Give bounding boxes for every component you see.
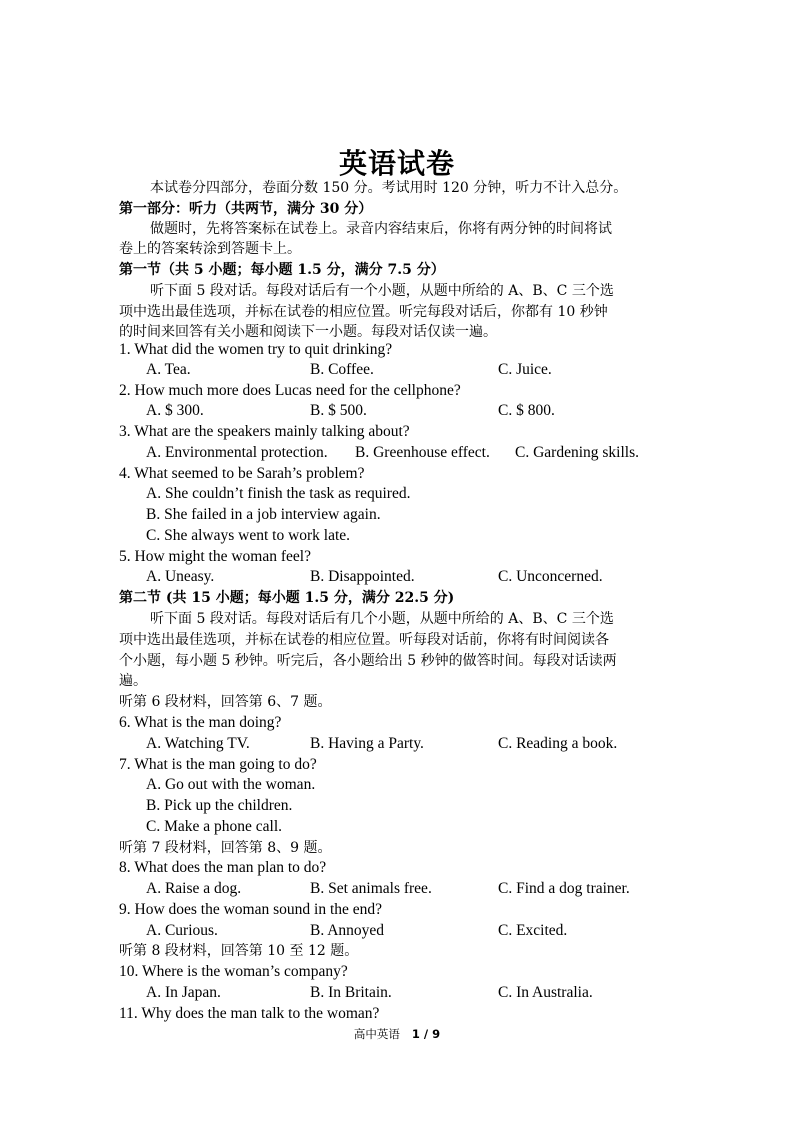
question-6-options bbox=[0, 734, 794, 754]
section2-instructions-line4: 遍。 bbox=[119, 673, 147, 689]
question-2-options bbox=[0, 401, 794, 421]
question-3-options bbox=[0, 443, 794, 463]
question-4: 4. What seemed to be Sarah’s problem? bbox=[119, 465, 365, 482]
option-b: B. Annoyed bbox=[310, 922, 385, 939]
section2-instructions-line2: 项中选出最佳选项，并标在试卷的相应位置。听每段对话前，你将有时间阅读各 bbox=[119, 632, 609, 648]
option-c: C. Reading a book. bbox=[498, 735, 618, 752]
option-c: C. Find a dog trainer. bbox=[498, 880, 630, 897]
option-b: B. She failed in a job interview again. bbox=[146, 506, 381, 523]
question-9: 9. How does the woman sound in the end? bbox=[119, 901, 383, 918]
option-a: A. In Japan. bbox=[146, 984, 221, 1001]
section1-instructions-line3: 的时间来回答有关小题和阅读下一小题。每段对话仅读一遍。 bbox=[119, 324, 497, 340]
question-5-options bbox=[0, 567, 794, 587]
part1-instructions-line1: 做题时，先将答案标在试卷上。录音内容结束后，你将有两分钟的时间将试 bbox=[150, 221, 612, 237]
question-5: 5. How might the woman feel? bbox=[119, 548, 311, 565]
page-footer bbox=[0, 1026, 794, 1042]
page-title: 英语试卷 bbox=[338, 147, 455, 180]
page-number: 1 / 9 bbox=[411, 1027, 441, 1041]
footer-subject: 高中英语 bbox=[353, 1027, 400, 1041]
material-8-note: 听第 8 段材料，回答第 10 至 12 题。 bbox=[119, 943, 359, 959]
section2-heading: 第二节 (共 15 小题；每小题 1.5 分，满分 22.5 分) bbox=[119, 590, 455, 606]
section1-instructions-line2: 项中选出最佳选项，并标在试卷的相应位置。听完每段对话后，你都有 10 秒钟 bbox=[119, 304, 608, 320]
option-b: B. Set animals free. bbox=[310, 880, 432, 897]
question-10: 10. Where is the woman’s company? bbox=[119, 963, 348, 980]
section1-heading: 第一节（共 5 小题；每小题 1.5 分，满分 7.5 分） bbox=[119, 262, 445, 278]
question-9-options bbox=[0, 921, 794, 941]
material-7-note: 听第 7 段材料，回答第 8、9 题。 bbox=[119, 840, 332, 856]
option-a: A. Curious. bbox=[146, 922, 218, 939]
option-a: A. She couldn’t finish the task as required. bbox=[146, 485, 411, 502]
option-a: A. Raise a dog. bbox=[146, 880, 242, 897]
option-c: C. $ 800. bbox=[498, 402, 555, 419]
option-a: A. Uneasy. bbox=[146, 568, 215, 585]
option-b: B. Having a Party. bbox=[310, 735, 424, 752]
question-11: 11. Why does the man talk to the woman? bbox=[119, 1005, 380, 1022]
option-c: C. Excited. bbox=[498, 922, 568, 939]
section1-instructions-line1: 听下面 5 段对话。每段对话后有一个小题，从题中所给的 A、B、C 三个选 bbox=[150, 283, 614, 299]
option-c: C. She always went to work late. bbox=[146, 527, 351, 544]
option-c: C. Make a phone call. bbox=[146, 818, 283, 835]
material-6-note: 听第 6 段材料，回答第 6、7 题。 bbox=[119, 694, 332, 710]
option-a: A. Watching TV. bbox=[146, 735, 250, 752]
option-a: A. $ 300. bbox=[146, 402, 204, 419]
question-2: 2. How much more does Lucas need for the cellphone? bbox=[119, 382, 461, 399]
option-b: B. In Britain. bbox=[310, 984, 392, 1001]
question-7: 7. What is the man going to do? bbox=[119, 756, 317, 773]
option-c: C. Unconcerned. bbox=[498, 568, 603, 585]
section2-instructions-line3: 个小题，每小题 5 秒钟。听完后，各小题给出 5 秒钟的做答时间。每段对话读两 bbox=[119, 653, 617, 669]
question-3: 3. What are the speakers mainly talking about? bbox=[119, 423, 410, 440]
question-1-options bbox=[0, 360, 794, 380]
option-b: B. Coffee. bbox=[310, 361, 374, 378]
question-8: 8. What does the man plan to do? bbox=[119, 859, 327, 876]
question-8-options bbox=[0, 879, 794, 899]
part1-heading: 第一部分：听力（共两节，满分 30 分） bbox=[119, 201, 373, 217]
option-b: B. $ 500. bbox=[310, 402, 367, 419]
option-b: B. Disappointed. bbox=[310, 568, 415, 585]
option-a: A. Tea. bbox=[146, 361, 191, 378]
part1-instructions-line2: 卷上的答案转涂到答题卡上。 bbox=[119, 241, 301, 257]
option-b: B. Pick up the children. bbox=[146, 797, 293, 814]
option-c: C. In Australia. bbox=[498, 984, 593, 1001]
option-a: A. Environmental protection. bbox=[146, 444, 328, 461]
option-c: C. Juice. bbox=[498, 361, 552, 378]
option-a: A. Go out with the woman. bbox=[146, 776, 316, 793]
question-10-options bbox=[0, 983, 794, 1003]
question-1: 1. What did the women try to quit drinking? bbox=[119, 341, 393, 358]
option-b: B. Greenhouse effect. bbox=[355, 444, 490, 461]
exam-intro: 本试卷分四部分，卷面分数 150 分。考试用时 120 分钟，听力不计入总分。 bbox=[150, 180, 628, 196]
option-c: C. Gardening skills. bbox=[515, 444, 639, 461]
section2-instructions-line1: 听下面 5 段对话。每段对话后有几个小题，从题中所给的 A、B、C 三个选 bbox=[150, 611, 614, 627]
question-6: 6. What is the man doing? bbox=[119, 714, 282, 731]
